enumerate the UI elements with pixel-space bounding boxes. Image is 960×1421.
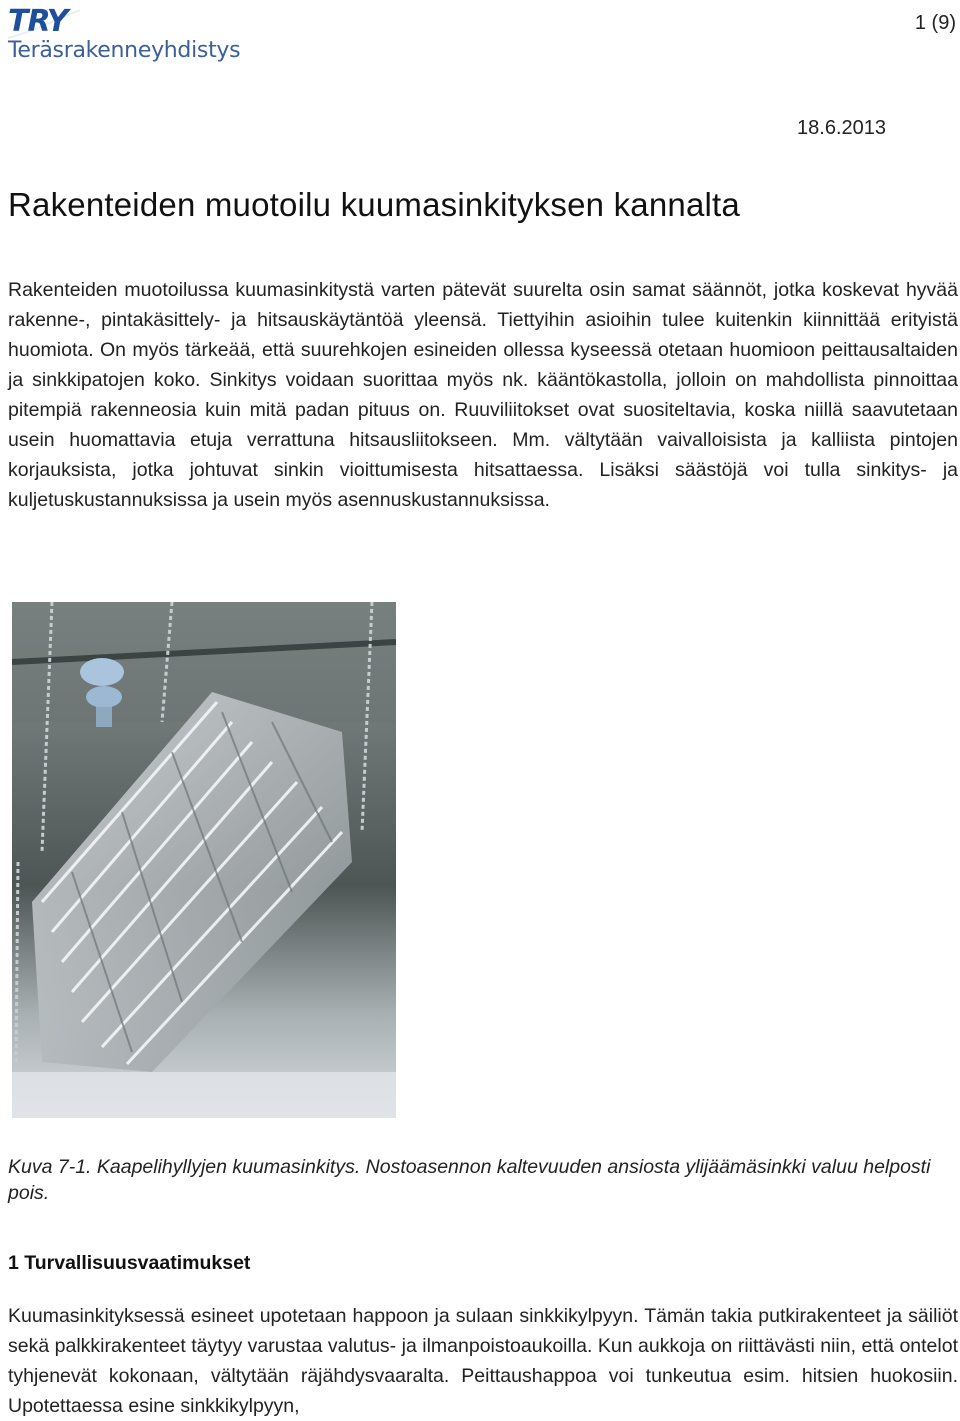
- intro-paragraph: Rakenteiden muotoilussa kuumasinkitystä varten pätevät suurelta osin samat säännöt, jotka koskevat hyvää rakenne-, pintakäsittely- ja hitsauskäytäntöä yleensä. Tiettyihin asioihin tulee kuitenkin kiinnittää erityistä huomiota. On myös tärkeää, että suurehkojen esineiden ollessa kyseessä otetaan huomioon peittausaltaiden ja sinkkipatojen koko. Sinkitys voidaan suorittaa myös nk. kääntökastolla, jolloin on mahdollista pinnoittaa pitempiä rakenneosia kuin mitä padan pituus on. Ruuviliitokset ovat suositeltavia, koska niillä saavutetaan usein huomattavia etuja verrattuna hitsausliitokseen. Mm. vältytään vaivalloisista ja kalliista pintojen korjauksista, jotka johtuvat sinkin vioittumisesta hitsattaessa. Lisäksi säästöjä voi tulla sinkitys- ja kuljetuskustannuksissa ja usein myös asennuskustannuksissa.: [8, 279, 958, 511]
- section-heading: 1 Turvallisuusvaatimukset: [8, 1252, 251, 1274]
- document-date: 18.6.2013: [797, 117, 886, 139]
- cable-tray-illustration: [12, 602, 396, 1118]
- document-title: Rakenteiden muotoilu kuumasinkityksen kannalta: [8, 186, 740, 223]
- figure-caption: Kuva 7-1. Kaapelihyllyjen kuumasinkitys. Nostoasennon kaltevuuden ansiosta ylijäämäsinkki valuu helposti pois.: [8, 1156, 931, 1204]
- galvanizing-photo: [12, 602, 396, 1118]
- logo-text: Teräsrakenneyhdistys: [8, 38, 241, 63]
- logo-mark: TRY: [8, 4, 68, 39]
- section-paragraph: Kuumasinkityksessä esineet upotetaan happoon ja sulaan sinkkikylpyyn. Tämän takia putkirakenteet ja säiliöt sekä palkkirakenteet täytyy varustaa valutus- ja ilmanpoistoaukoilla. Kun aukkoja on riittävästi niin, että ontelot tyhjenevät kokonaan, vältytään räjähdysvaaralta. Peittaushappoa voi tunkeutua esim. hitsien huokosiin. Upotettaessa esine sinkkikylpyyn,: [8, 1305, 958, 1417]
- page-number: 1 (9): [914, 12, 956, 34]
- try-logo: [6, 4, 241, 66]
